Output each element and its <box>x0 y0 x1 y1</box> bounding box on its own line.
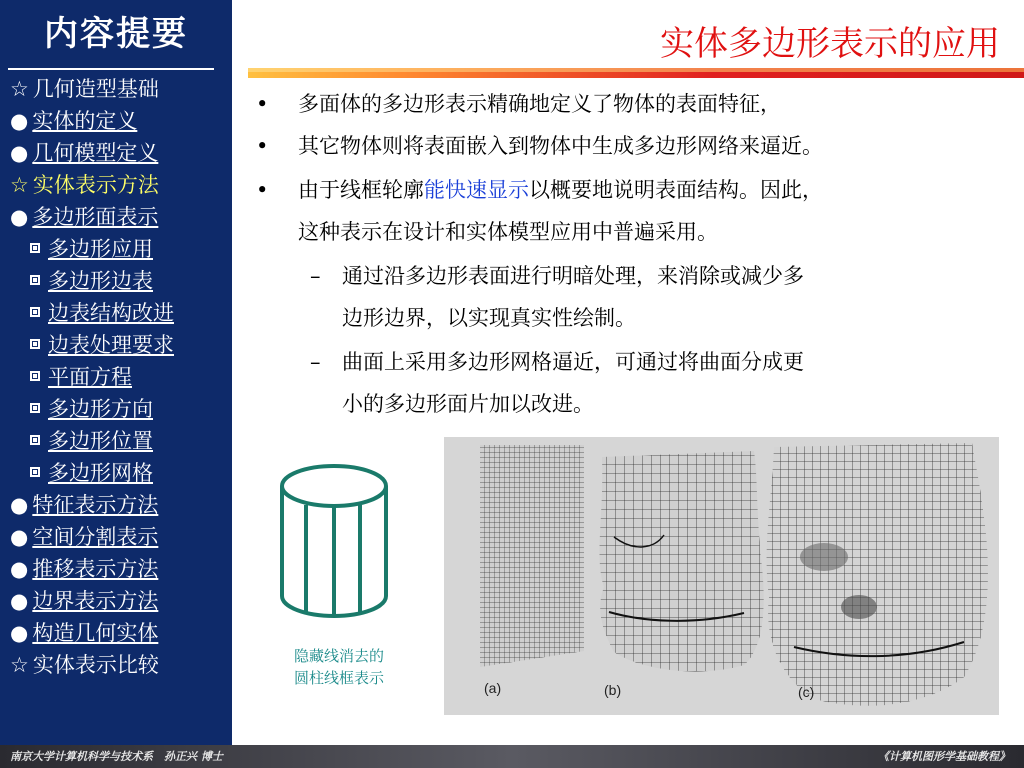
bullet-2 <box>256 128 823 164</box>
bullet-marker: • <box>256 178 269 202</box>
caption-line-1: 隐藏线消去的 <box>293 647 384 665</box>
label-c: (c) <box>798 684 815 700</box>
sidebar-item-label: 推移表示方法 <box>32 557 159 581</box>
sub-bullet-2-text: 曲面上采用多边形网格逼近，可通过将曲面分成更 <box>342 350 804 374</box>
bullet-3-highlight: 能快速显示 <box>424 178 529 202</box>
sidebar-item[interactable] <box>10 489 230 521</box>
sidebar-item[interactable] <box>10 649 230 681</box>
sidebar-item[interactable] <box>10 585 230 617</box>
sidebar-item-label: 多边形网格 <box>48 461 153 485</box>
sidebar-item-label: 多边形应用 <box>48 237 153 261</box>
square-bullet-icon <box>30 435 40 445</box>
sidebar-item-label: 空间分割表示 <box>32 525 159 549</box>
sidebar-item[interactable] <box>10 233 230 265</box>
square-bullet-icon <box>30 275 40 285</box>
sidebar-item-label: 多边形面表示 <box>32 205 159 229</box>
sidebar-item[interactable] <box>10 617 230 649</box>
square-bullet-icon <box>30 403 40 413</box>
sub-bullet-1-text: 通过沿多边形表面进行明暗处理，来消除或减少多 <box>342 264 804 288</box>
footer-bar <box>0 745 1024 768</box>
square-bullet-icon <box>30 307 40 317</box>
sidebar-title: 内容提要 <box>0 0 232 68</box>
sidebar-item[interactable] <box>10 457 230 489</box>
bullet-dot-icon: ● <box>10 109 29 133</box>
sidebar-item-label: 边界表示方法 <box>32 589 159 613</box>
bullet-3-text-pre: 由于线框轮廓 <box>298 178 424 202</box>
label-b: (b) <box>604 682 622 698</box>
sidebar-item[interactable] <box>10 265 230 297</box>
sidebar-item[interactable] <box>10 201 230 233</box>
sidebar <box>0 0 232 745</box>
bullet-dot-icon: ● <box>10 493 29 517</box>
dash-marker: – <box>310 264 321 288</box>
square-bullet-icon <box>30 243 40 253</box>
cylinder-caption <box>272 645 406 689</box>
mesh-face-photo <box>444 437 999 715</box>
sidebar-item[interactable] <box>10 329 230 361</box>
sidebar-nav <box>10 73 230 681</box>
mesh-face-illustration <box>444 437 999 715</box>
sidebar-item[interactable] <box>10 361 230 393</box>
sidebar-item-label: 构造几何实体 <box>32 621 159 645</box>
sidebar-item-label: 特征表示方法 <box>32 493 159 517</box>
sidebar-item-label: 实体表示方法 <box>32 173 159 197</box>
bullet-marker: • <box>256 134 269 158</box>
bullet-3-line-2: 这种表示在设计和实体模型应用中普遍采用。 <box>298 220 718 244</box>
bullet-3-text-post: 以概要地说明表面结构。因此， <box>529 178 823 202</box>
page-title: 实体多边形表示的应用 <box>660 24 1000 64</box>
sidebar-item-label: 边表结构改进 <box>48 301 174 325</box>
sub-bullet-2 <box>310 344 804 380</box>
cylinder-wireframe-figure <box>276 462 396 622</box>
bullet-dot-icon: ● <box>10 205 29 229</box>
sidebar-item-label: 实体的定义 <box>32 109 138 133</box>
sidebar-item[interactable] <box>10 73 230 105</box>
footer-left: 南京大学计算机科学与技术系 孙正兴 博士 <box>10 750 223 763</box>
sidebar-item-label: 几何模型定义 <box>32 141 159 165</box>
sidebar-item[interactable] <box>10 169 230 201</box>
sidebar-item[interactable] <box>10 521 230 553</box>
bullet-2-text: 其它物体则将表面嵌入到物体中生成多边形网络来逼近。 <box>298 134 823 158</box>
square-bullet-icon <box>30 371 40 381</box>
sidebar-item-label: 实体表示比较 <box>32 653 159 677</box>
bullet-1 <box>256 86 781 122</box>
sub-bullet-2-line-2: 小的多边形面片加以改进。 <box>342 392 594 416</box>
bullet-dot-icon: ● <box>10 621 29 645</box>
sidebar-item-label: 边表处理要求 <box>48 333 174 357</box>
bullet-1-text: 多面体的多边形表示精确地定义了物体的表面特征， <box>298 92 781 116</box>
dash-marker: – <box>310 350 321 374</box>
bullet-marker: • <box>256 92 269 116</box>
label-a: (a) <box>484 680 502 696</box>
sidebar-item[interactable] <box>10 105 230 137</box>
sidebar-item[interactable] <box>10 425 230 457</box>
bullet-dot-icon: ● <box>10 141 29 165</box>
sub-bullet-1-line-2: 边形边界，以实现真实性绘制。 <box>342 306 636 330</box>
bullet-dot-icon: ● <box>10 557 29 581</box>
sidebar-item-label: 几何造型基础 <box>32 77 159 101</box>
caption-line-2: 圆柱线框表示 <box>293 669 384 687</box>
sidebar-item-label: 多边形方向 <box>48 397 153 421</box>
sidebar-item[interactable] <box>10 137 230 169</box>
square-bullet-icon <box>30 467 40 477</box>
bullet-dot-icon: ● <box>10 589 29 613</box>
sidebar-item[interactable] <box>10 297 230 329</box>
footer-right: 《计算机图形学基础教程》 <box>878 750 1010 763</box>
bullet-dot-icon: ● <box>10 525 29 549</box>
sidebar-item-label: 多边形边表 <box>48 269 153 293</box>
sidebar-item-label: 多边形位置 <box>48 429 153 453</box>
sidebar-item[interactable] <box>10 393 230 425</box>
star-icon: ☆ <box>10 77 29 101</box>
title-underline-bar <box>248 68 1024 78</box>
square-bullet-icon <box>30 339 40 349</box>
sidebar-item[interactable] <box>10 553 230 585</box>
sidebar-item-label: 平面方程 <box>48 365 132 389</box>
sub-bullet-1 <box>310 258 804 294</box>
sidebar-divider <box>8 68 214 70</box>
star-icon: ☆ <box>10 653 29 677</box>
bullet-3 <box>256 172 823 208</box>
star-icon: ☆ <box>10 173 29 197</box>
